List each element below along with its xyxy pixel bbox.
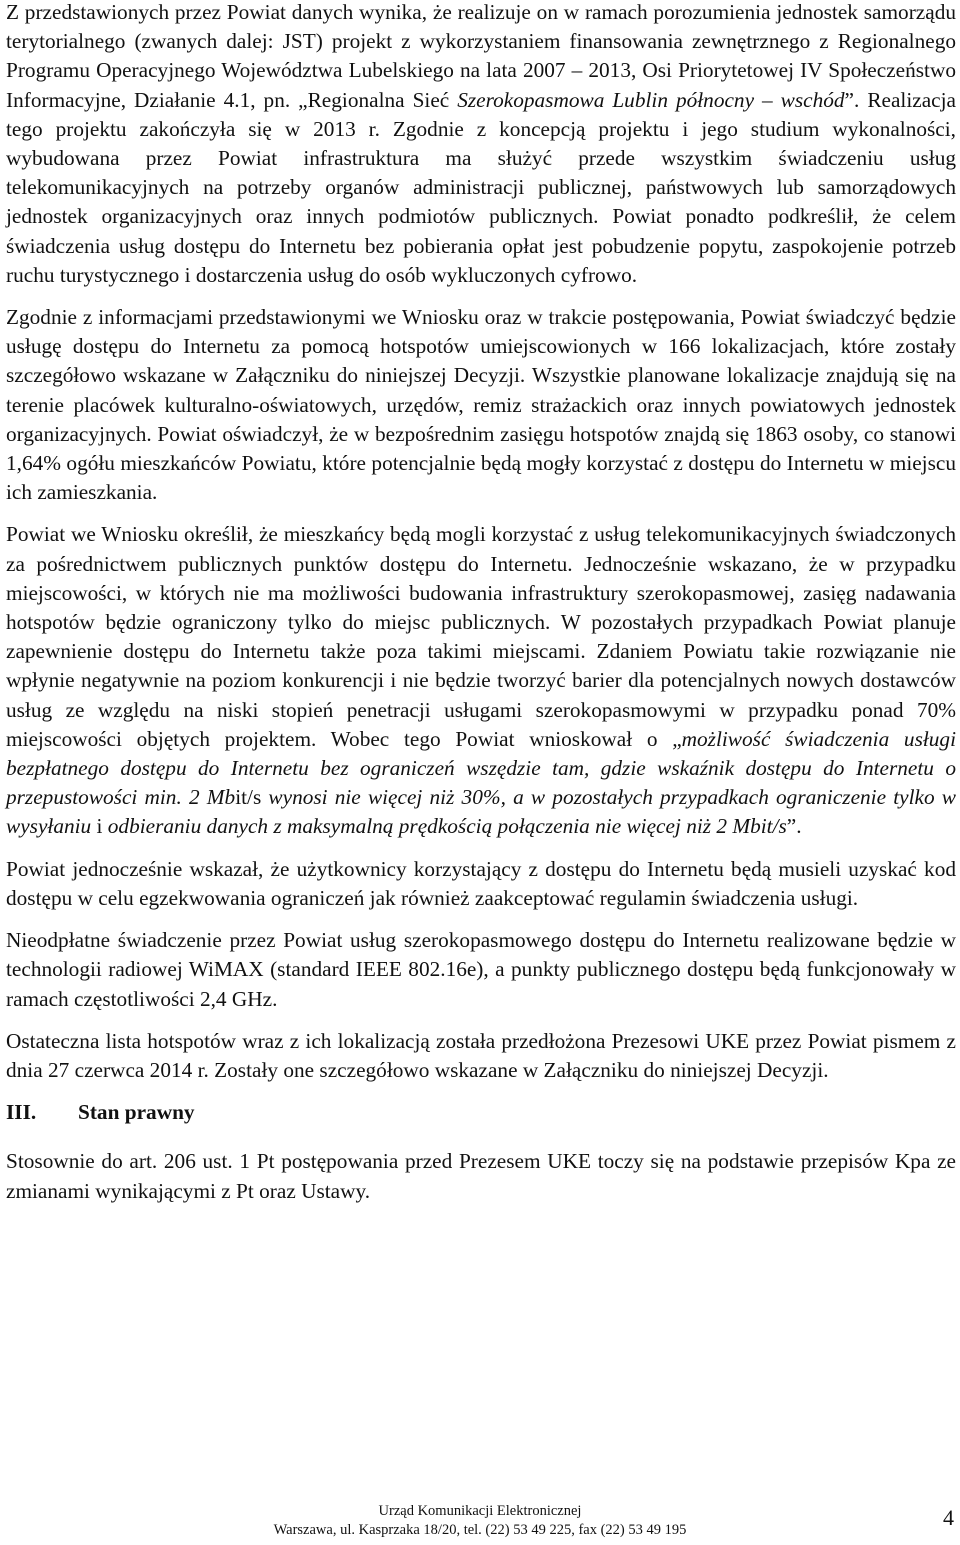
text-run: Ostateczna lista hotspotów wraz z ich lokalizacją została przedłożona Prezesowi UKE przez Powiat pismem z dnia 27 czerwca 2014 r. Zostały one szczegółowo wskazane w Załączniku do niniejszej Decyzji. [6, 1028, 956, 1082]
body-paragraph [6, 0, 956, 290]
body-paragraph [6, 1027, 956, 1085]
closing-paragraph: Stosownie do art. 206 ust. 1 Pt postępowania przed Prezesem UKE toczy się na podstawie przepisów Kpa ze zmianami wynikającymi z Pt oraz Ustawy. [6, 1149, 956, 1203]
body-paragraph [6, 926, 956, 1014]
section-number: III. [6, 1100, 37, 1125]
page-number: 4 [943, 1505, 954, 1530]
section-title: Stan prawny [78, 1100, 195, 1125]
page-footer [200, 1502, 760, 1540]
footer-address: Warszawa, ul. Kasprzaka 18/20, tel. (22) 53 49 225, fax (22) 53 49 195 [273, 1522, 687, 1538]
italic-text: odbieraniu danych z maksymalną prędkością połączenia nie więcej niż 2 Mbit/s [107, 814, 787, 839]
text-run: Powiat jednocześnie wskazał, że użytkownicy korzystający z dostępu do Internetu będą musieli uzyskać kod dostępu w celu egzekwowania ograniczeń jak również zaakceptować regulamin świadczenia usługi. [6, 856, 956, 910]
body-paragraph [6, 303, 956, 507]
section-heading [6, 1098, 956, 1127]
italic-text: wynosi nie więcej niż 30%, a w pozostałych przypadkach ograniczenie tylko w wysyłaniu [6, 785, 956, 839]
text-run: Z przedstawionych przez Powiat danych wynika, że realizuje on w ramach porozumienia jednostek samorządu terytorialnego (zwanych dalej: JST) projekt z wykorzystaniem finansowania zewnętrznego z Regionalnego Programu Operacyjnego Województwa Lubelskiego na lata 2007 – 2013, Osi Priorytetowej IV Społeczeństwo Informacyjne, Działanie 4.1, pn. „Regionalna Sieć [6, 0, 956, 112]
body-paragraph [6, 855, 956, 913]
text-run: it/s [235, 785, 269, 810]
body-paragraph [6, 520, 956, 841]
text-run: Powiat we Wniosku określił, że mieszkańcy będą mogli korzystać z usług telekomunikacyjnych świadczonych za pośrednictwem publicznych punktów dostępu do Internetu. Jednocześnie wskazano, że w przypadku miejscowości, w których nie ma możliwości budowania infrastruktury szerokopasmowej, zasięg nadawania hotspotów będzie ograniczony tylko do miejsc publicznych. W pozostałych przypadkach Powiat planuje zapewnienie dostępu do Internetu także poza takimi miejscami. Zdaniem Powiatu takie rozwiązanie nie wpłynie negatywnie na poziom konkurencji i nie będzie tworzyć barier dla potencjalnych nowych dostawców usług ze względu na niski stopień penetracji usługami szerokopasmowymi w przypadku ponad 70% miejscowości objętych projektem. Wobec tego Powiat wnioskował o „ [6, 522, 956, 751]
footer-institution: Urząd Komunikacji Elektronicznej [378, 1503, 582, 1519]
paragraph-list [6, 0, 956, 1085]
text-run: ”. [786, 814, 802, 839]
text-run: i [91, 814, 108, 839]
italic-text: Szerokopasmowa Lublin północny – wschód [457, 87, 845, 112]
document-body [6, 0, 956, 1219]
text-run: Zgodnie z informacjami przedstawionymi we Wniosku oraz w trakcie postępowania, Powiat świadczyć będzie usługę dostępu do Internetu za pomocą hotspotów umiejscowionych w 166 lokalizacjach, które zostały szczegółowo wskazane w Załączniku do niniejszej Decyzji. Wszystkie planowane lokalizacje znajdują się na terenie placówek kulturalno-oświatowych, urzędów, remiz strażackich oraz innych powiatowych jednostek organizacyjnych. Powiat oświadczył, że w bezpośrednim zasięgu hotspotów znajdą się 1863 osoby, co stanowi 1,64% ogółu mieszkańców Powiatu, które potencjalnie będą mogły korzystać z dostępu do Internetu w miejscu ich zamieszkania. [6, 305, 956, 505]
text-run: Nieodpłatne świadczenie przez Powiat usług szerokopasmowego dostępu do Internetu realizowane będzie w technologii radiowej WiMAX (standard IEEE 802.16e), a punkty publicznego dostępu będą funkcjonowały w ramach częstotliwości 2,4 GHz. [6, 928, 956, 1011]
text-run: ”. Realizacja tego projektu zakończyła się w 2013 r. Zgodnie z koncepcją projektu i jego studium wykonalności, wybudowana przez Powiat infrastruktura ma służyć przede wszystkim świadczeniu usług telekomunikacyjnych na potrzeby organów administracji publicznej, państwowych lub samorządowych jednostek organizacyjnych oraz innych podmiotów publicznych. Powiat ponadto podkreślił, że celem świadczenia usług dostępu do Internetu bez pobierania opłat jest pobudzenie popytu, zaspokojenie potrzeb ruchu turystycznego i dostarczenia usług do osób wykluczonych cyfrowo. [6, 87, 956, 287]
italic-text: możliwość świadczenia usługi bezpłatnego dostępu do Internetu bez ograniczeń wszędzie tam, gdzie wskaźnik dostępu do Internetu o przepustowości min. 2 Mb [6, 726, 956, 810]
